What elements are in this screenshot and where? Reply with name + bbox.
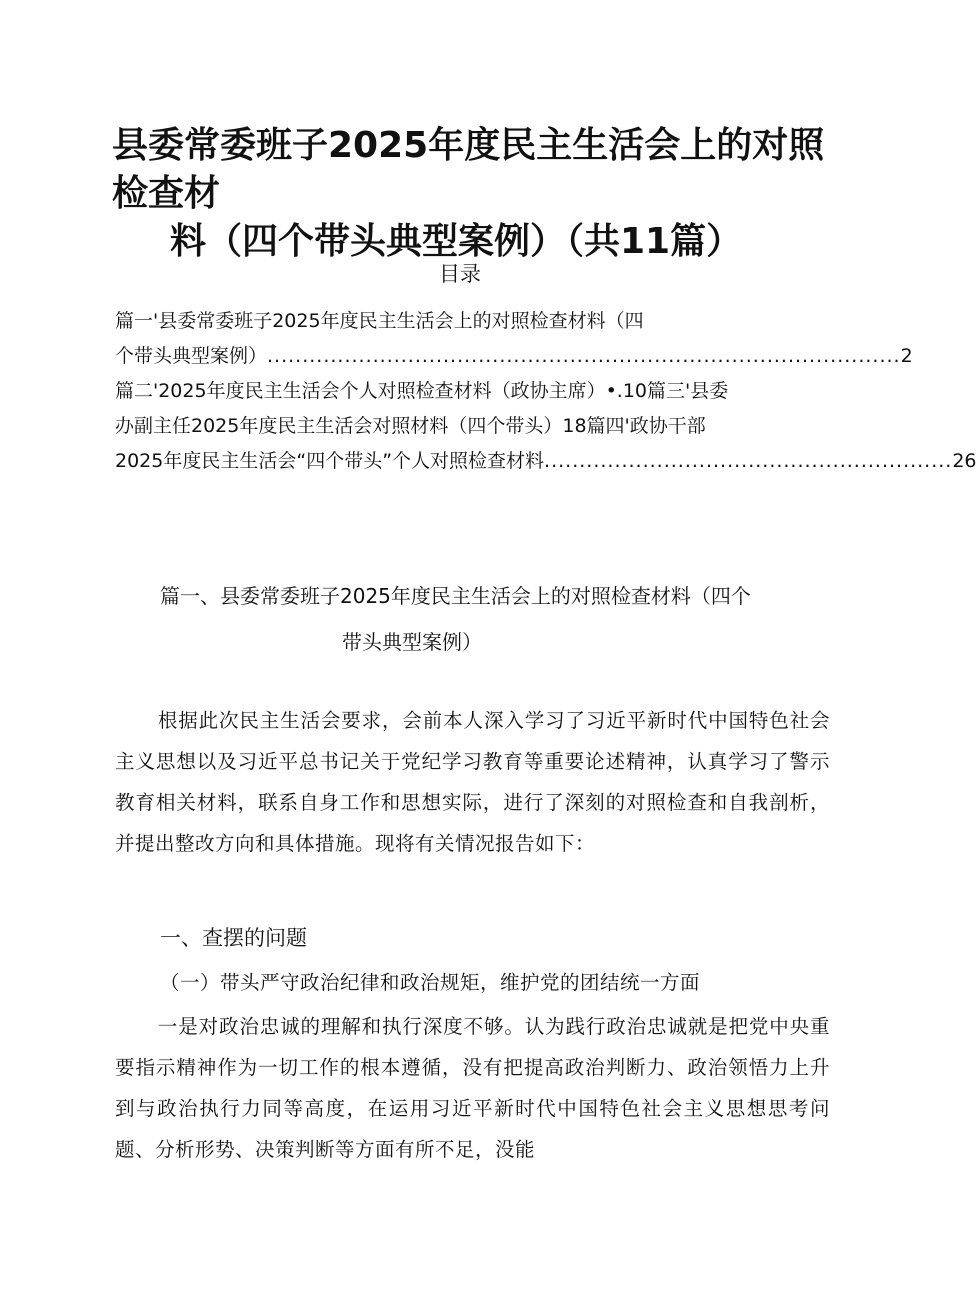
toc-entry[interactable] bbox=[115, 304, 820, 339]
toc-entry[interactable] bbox=[115, 339, 913, 374]
body-paragraph: 根据此次民主生活会要求，会前本人深入学习了习近平新时代中国特色社会主义思想以及习近平总书记关于党纪学习教育等重要论述精神，认真学习了警示教育相关材料，联系自身工作和思想实际，进行了深刻的对照检查和自我剖析，并提出整改方向和具体措施。现将有关情况报告如下： bbox=[115, 709, 830, 855]
toc-leader-dots: .......................................................... bbox=[544, 450, 953, 472]
document-title bbox=[112, 122, 832, 266]
toc-entry-text: 2025年度民主生活会“四个带头”个人对照检查材料 bbox=[115, 450, 545, 472]
toc-entry-text: 个带头典型案例） bbox=[115, 345, 268, 367]
toc-entry-text: 办副主任2025年度民主生活会对照材料（四个带头）18篇四'政协干部 bbox=[115, 415, 706, 437]
section-heading: 一、查摆的问题 bbox=[160, 926, 307, 950]
toc-page-number: 2 bbox=[900, 345, 913, 367]
title-line-1: 县委常委班子2025年度民主生活会上的对照检查材 bbox=[112, 125, 825, 214]
section-title-line-2: 带头典型案例） bbox=[342, 630, 482, 654]
sub-heading: （一）带头严守政治纪律和政治规矩，维护党的团结统一方面 bbox=[160, 971, 701, 994]
section-title-line-1: 篇一、县委常委班子2025年度民主生活会上的对照检查材料（四个 bbox=[160, 584, 751, 608]
toc-heading: 目录 bbox=[439, 262, 481, 286]
toc-entry[interactable] bbox=[115, 444, 977, 479]
title-line-2: 料（四个带头典型案例）（共11篇） bbox=[170, 221, 743, 262]
body-paragraph: 一是对政治忠诚的理解和执行深度不够。认为践行政治忠诚就是把党中央重要指示精神作为一切工作的根本遵循，没有把提高政治判断力、政治领悟力上升到与政治执行力同等高度，在运用习近平新时代中国特色社会主义思想思考问题、分析形势、决策判断等方面有所不足，没能 bbox=[115, 1015, 830, 1161]
toc-entry[interactable] bbox=[115, 374, 820, 409]
toc-entry-text: 篇二'2025年度民主生活会个人对照检查材料（政协主席）•.10篇三'县委 bbox=[115, 380, 729, 402]
toc-entry-text: 篇一'县委常委班子2025年度民主生活会上的对照检查材料（四 bbox=[115, 310, 644, 332]
toc-leader-dots: .......................................................................................... bbox=[267, 345, 901, 367]
toc-entry[interactable] bbox=[115, 409, 820, 444]
toc-page-number: 26 bbox=[952, 450, 977, 472]
section-title bbox=[160, 573, 840, 665]
table-of-contents bbox=[115, 304, 977, 479]
